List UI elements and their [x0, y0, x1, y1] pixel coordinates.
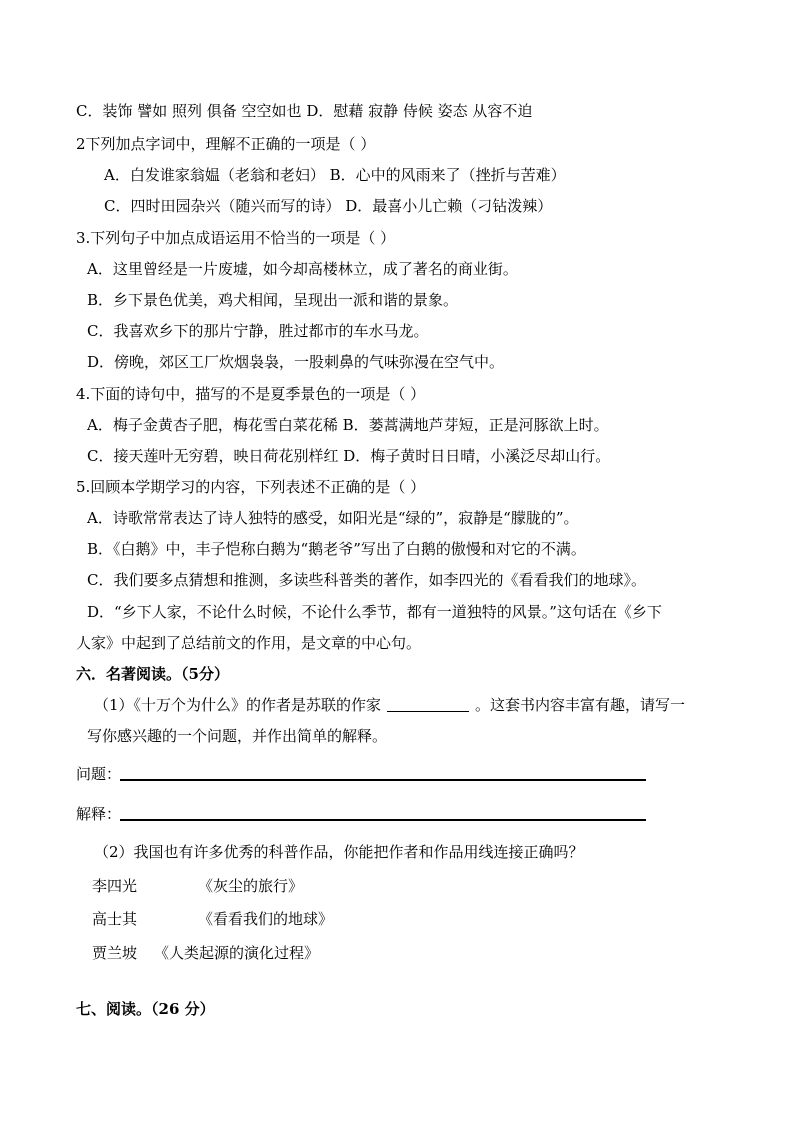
question-4-options-cd: C．接天莲叶无穷碧，映日荷花别样红 D．梅子黄时日日晴，小溪泛尽却山行。 — [87, 447, 611, 465]
section-6-heading: 六．名著阅读。（5分） — [76, 665, 229, 683]
question-4: 4.下面的诗句中，描写的不是夏季景色的一项是（ ） — [76, 385, 426, 403]
question-5-option-b: B．《白鹅》中，丰子恺称白鹅为“鹅老爷”写出了白鹅的傲慢和对它的不满。 — [87, 540, 586, 558]
author-gao-shiqi[interactable]: 高士其 — [92, 910, 138, 928]
answer-label: 解释： — [76, 805, 122, 823]
section-6-item-1-line1 — [94, 695, 685, 715]
section-6-item-1-line2: 写你感兴趣的一个问题，并作出简单的解释。 — [87, 727, 388, 745]
question-5-option-d-line1: D．“乡下人家，不论什么时候，不论什么季节，都有一道独特的风景。”这句话在《乡下 — [87, 603, 662, 621]
question-5-option-c: C．我们要多点猜想和推测，多读些科普类的著作，如李四光的《看看我们的地球》。 — [87, 571, 646, 589]
author-answer-blank[interactable] — [387, 696, 469, 712]
question-4-options-ab: A．梅子金黄杏子肥，梅花雪白菜花稀 B．蒌蒿满地芦芽短，正是河豚欲上时。 — [87, 416, 609, 434]
item-1-suffix: 。这套书内容丰富有趣，请写一 — [475, 696, 686, 714]
work-human-origin[interactable]: 《人类起源的演化过程》 — [154, 944, 320, 962]
question-label: 问题： — [76, 765, 122, 783]
work-dust-journey[interactable]: 《灰尘的旅行》 — [198, 877, 304, 895]
question-2-options-cd: C．四时田园杂兴（随兴而写的诗） D．最喜小儿亡赖（刁钻泼辣） — [104, 197, 553, 215]
work-look-at-earth[interactable]: 《看看我们的地球》 — [198, 910, 334, 928]
question-5-option-d-line2: 人家》中起到了总结前文的作用，是文章的中心句。 — [76, 634, 422, 652]
option-line-c-d: C．装饰 譬如 照列 俱备 空空如也 D．慰藉 寂静 侍候 姿态 从容不迫 — [76, 102, 533, 120]
question-answer-line[interactable] — [120, 779, 646, 781]
question-3-option-d: D．傍晚，郊区工厂炊烟袅袅，一股刺鼻的气味弥漫在空气中。 — [87, 353, 505, 371]
explanation-answer-line[interactable] — [120, 819, 646, 821]
question-3: 3.下列句子中加点成语运用不恰当的一项是（ ） — [76, 229, 396, 247]
item-1-prefix: （1）《十万个为什么》的作者是苏联的作家 — [94, 696, 382, 714]
question-3-option-a: A．这里曾经是一片废墟，如今却高楼林立，成了著名的商业街。 — [87, 260, 518, 278]
question-2-options-ab: A．白发谁家翁媪（老翁和老妇） B．心中的风雨来了（挫折与苦难） — [104, 166, 566, 184]
author-jia-lanpo[interactable]: 贾兰坡 — [92, 944, 138, 962]
section-6-item-2: （2）我国也有许多优秀的科普作品，你能把作者和作品用线连接正确吗？ — [94, 843, 584, 861]
question-3-option-c: C．我喜欢乡下的那片宁静，胜过都市的车水马龙。 — [87, 322, 429, 340]
question-5-option-a: A．诗歌常常表达了诗人独特的感受，如阳光是“绿的”，寂静是“朦胧的”。 — [87, 509, 579, 527]
question-5: 5.回顾本学期学习的内容，下列表述不正确的是（ ） — [76, 478, 426, 496]
question-2: 2下列加点字词中，理解不正确的一项是（ ） — [76, 135, 376, 153]
question-3-option-b: B．乡下景色优美，鸡犬相闻，呈现出一派和谐的景象。 — [87, 291, 459, 309]
author-li-siguang[interactable]: 李四光 — [92, 877, 138, 895]
section-7-heading: 七、阅读。（26 分） — [76, 1000, 215, 1018]
